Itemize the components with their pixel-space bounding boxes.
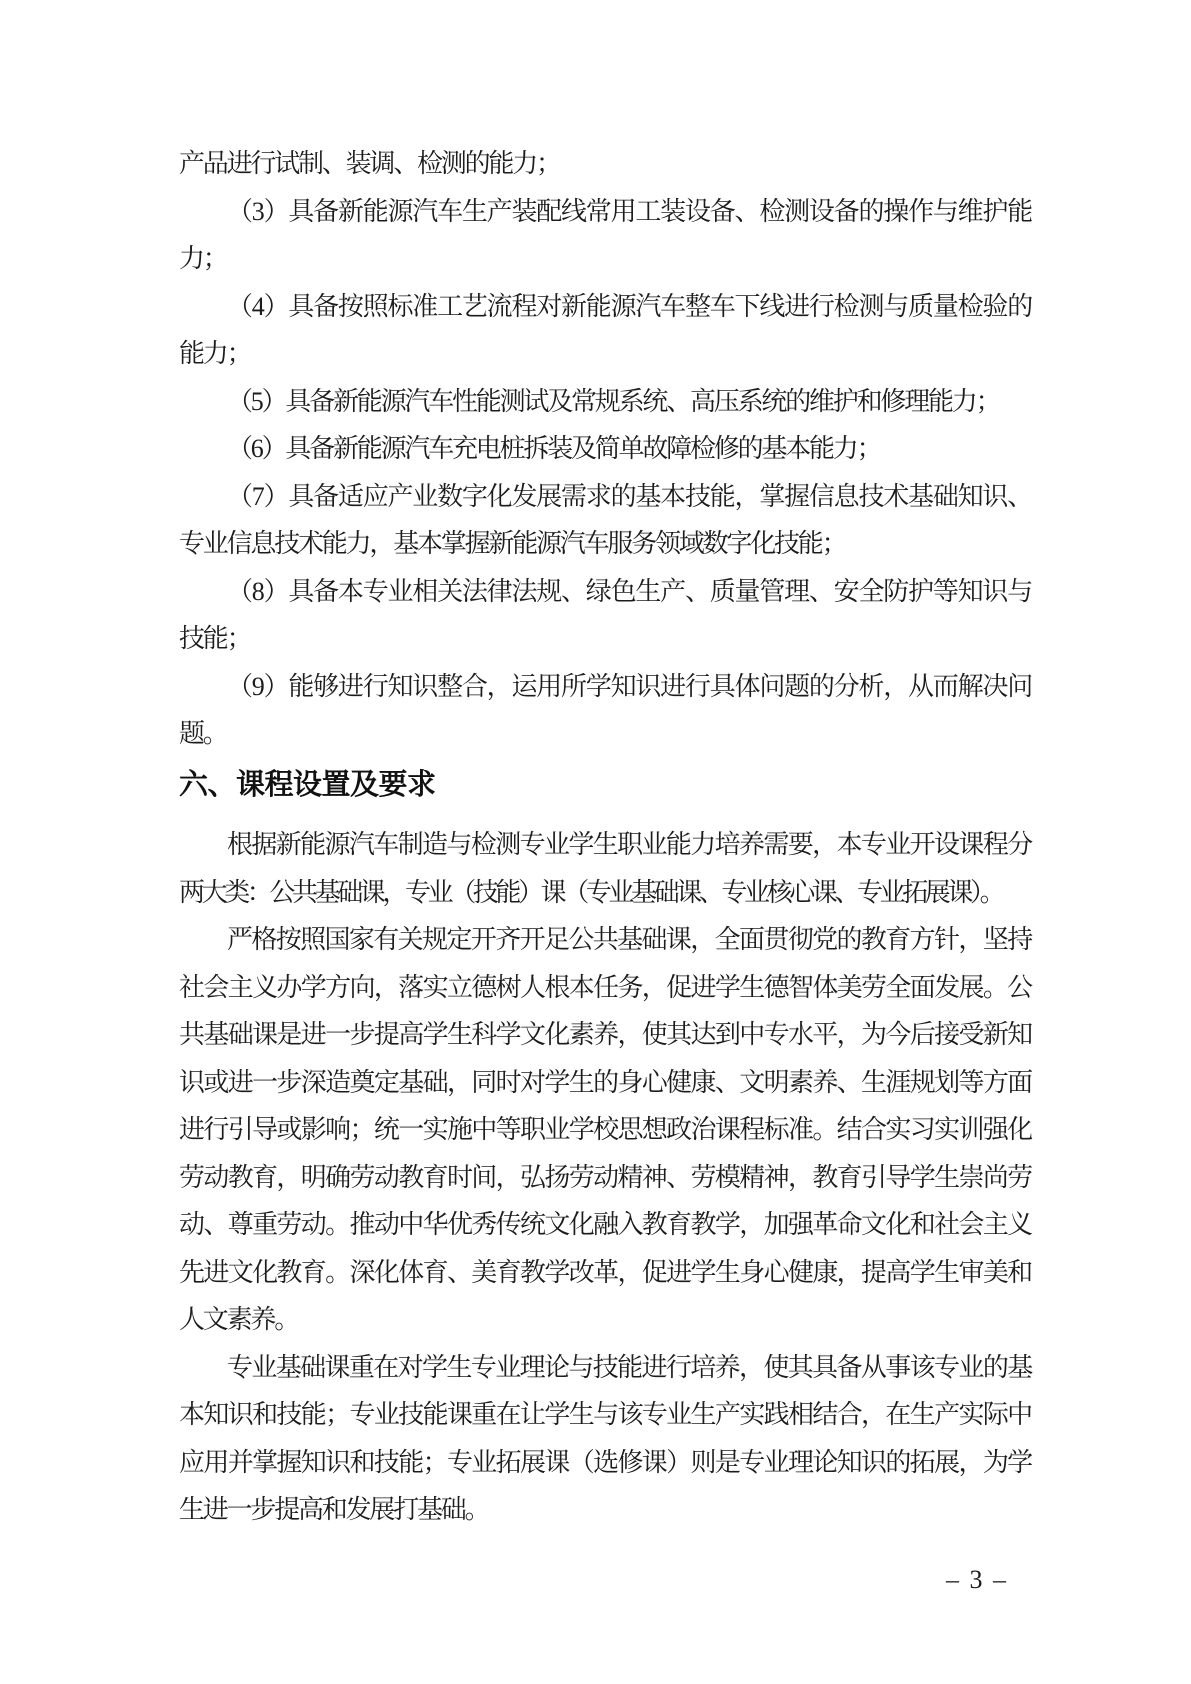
text-line: （4）具备按照标准工艺流程对新能源汽车整车下线进行检测与质量检验的 (227, 291, 1031, 321)
text-line: 劳动教育，明确劳动教育时间，弘扬劳动精神、劳模精神，教育引导学生崇尚劳 (179, 1162, 1031, 1192)
text-line: 识或进一步深造奠定基础，同时对学生的身心健康、文明素养、生涯规划等方面 (179, 1067, 1031, 1097)
text-line: （6）具备新能源汽车充电桩拆装及简单故障检修的基本能力； (227, 434, 881, 463)
text-line: 应用并掌握知识和技能；专业拓展课（选修课）则是专业理论知识的拓展，为学 (179, 1447, 1031, 1477)
section-heading: 六、课程设置及要求 (179, 768, 436, 801)
text-line: 能力； (179, 339, 251, 368)
ability-item-8 (179, 568, 1031, 663)
text-line: 力； (179, 244, 227, 273)
text-line: 生进一步提高和发展打基础。 (179, 1495, 489, 1524)
text-line: 产品进行试制、装调、检测的能力； (179, 149, 560, 178)
text-line: 先进文化教育。深化体育、美育教学改革，促进学生身心健康，提高学生审美和 (179, 1257, 1031, 1287)
ability-item-3 (179, 188, 1031, 283)
text-line: 社会主义办学方向，落实立德树人根本任务，促进学生德智体美劳全面发展。公 (179, 972, 1031, 1002)
public-basic-course-paragraph (179, 916, 1031, 1344)
professional-course-paragraph (179, 1344, 1031, 1534)
text-line: 动、尊重劳动。推动中华优秀传统文化融入教育教学，加强革命文化和社会主义 (179, 1210, 1031, 1239)
text-line: （9）能够进行知识整合，运用所学知识进行具体问题的分析，从而解决问 (227, 671, 1031, 701)
text-line: 进行引导或影响；统一实施中等职业学校思想政治课程标准。结合实习实训强化 (179, 1115, 1031, 1144)
text-line: 严格按照国家有关规定开齐开足公共基础课，全面贯彻党的教育方针，坚持 (227, 925, 1031, 954)
ability-item-5 (179, 378, 1031, 426)
ability-item-6 (179, 425, 1031, 473)
text-line: 专业基础课重在对学生专业理论与技能进行培养，使其具备从事该专业的基 (227, 1352, 1031, 1382)
text-line: 本知识和技能；专业技能课重在让学生与该专业生产实践相结合，在生产实际中 (179, 1400, 1031, 1429)
ability-item-9 (179, 663, 1031, 758)
text-line: （8）具备本专业相关法律法规、绿色生产、质量管理、安全防护等知识与 (227, 576, 1031, 606)
ability-item-7 (179, 473, 1031, 568)
document-body (179, 140, 1031, 1534)
text-line: 专业信息技术能力，基本掌握新能源汽车服务领域数字化技能； (179, 529, 846, 558)
text-line: 根据新能源汽车制造与检测专业学生职业能力培养需要，本专业开设课程分 (227, 830, 1031, 859)
text-line: （7）具备适应产业数字化发展需求的基本技能，掌握信息技术基础知识、 (227, 481, 1031, 511)
text-line: 共基础课是进一步提高学生科学文化素养，使其达到中专水平，为今后接受新知 (179, 1020, 1031, 1049)
page-number: – 3 – (946, 1565, 1008, 1594)
text-line: （5）具备新能源汽车性能测试及常规系统、高压系统的维护和修理能力； (227, 386, 1000, 416)
ability-item-4 (179, 283, 1031, 378)
text-line: 人文素养。 (179, 1305, 299, 1334)
course-overview-paragraph (179, 821, 1031, 916)
text-line: 两大类：公共基础课，专业（技能）课（专业基础课、专业核心课、专业拓展课）。 (179, 877, 1003, 907)
paragraph-continuation (179, 140, 1031, 188)
text-line: 题。 (179, 719, 227, 748)
text-line: 技能； (179, 624, 251, 653)
text-line: （3）具备新能源汽车生产装配线常用工装设备、检测设备的操作与维护能 (227, 196, 1031, 226)
